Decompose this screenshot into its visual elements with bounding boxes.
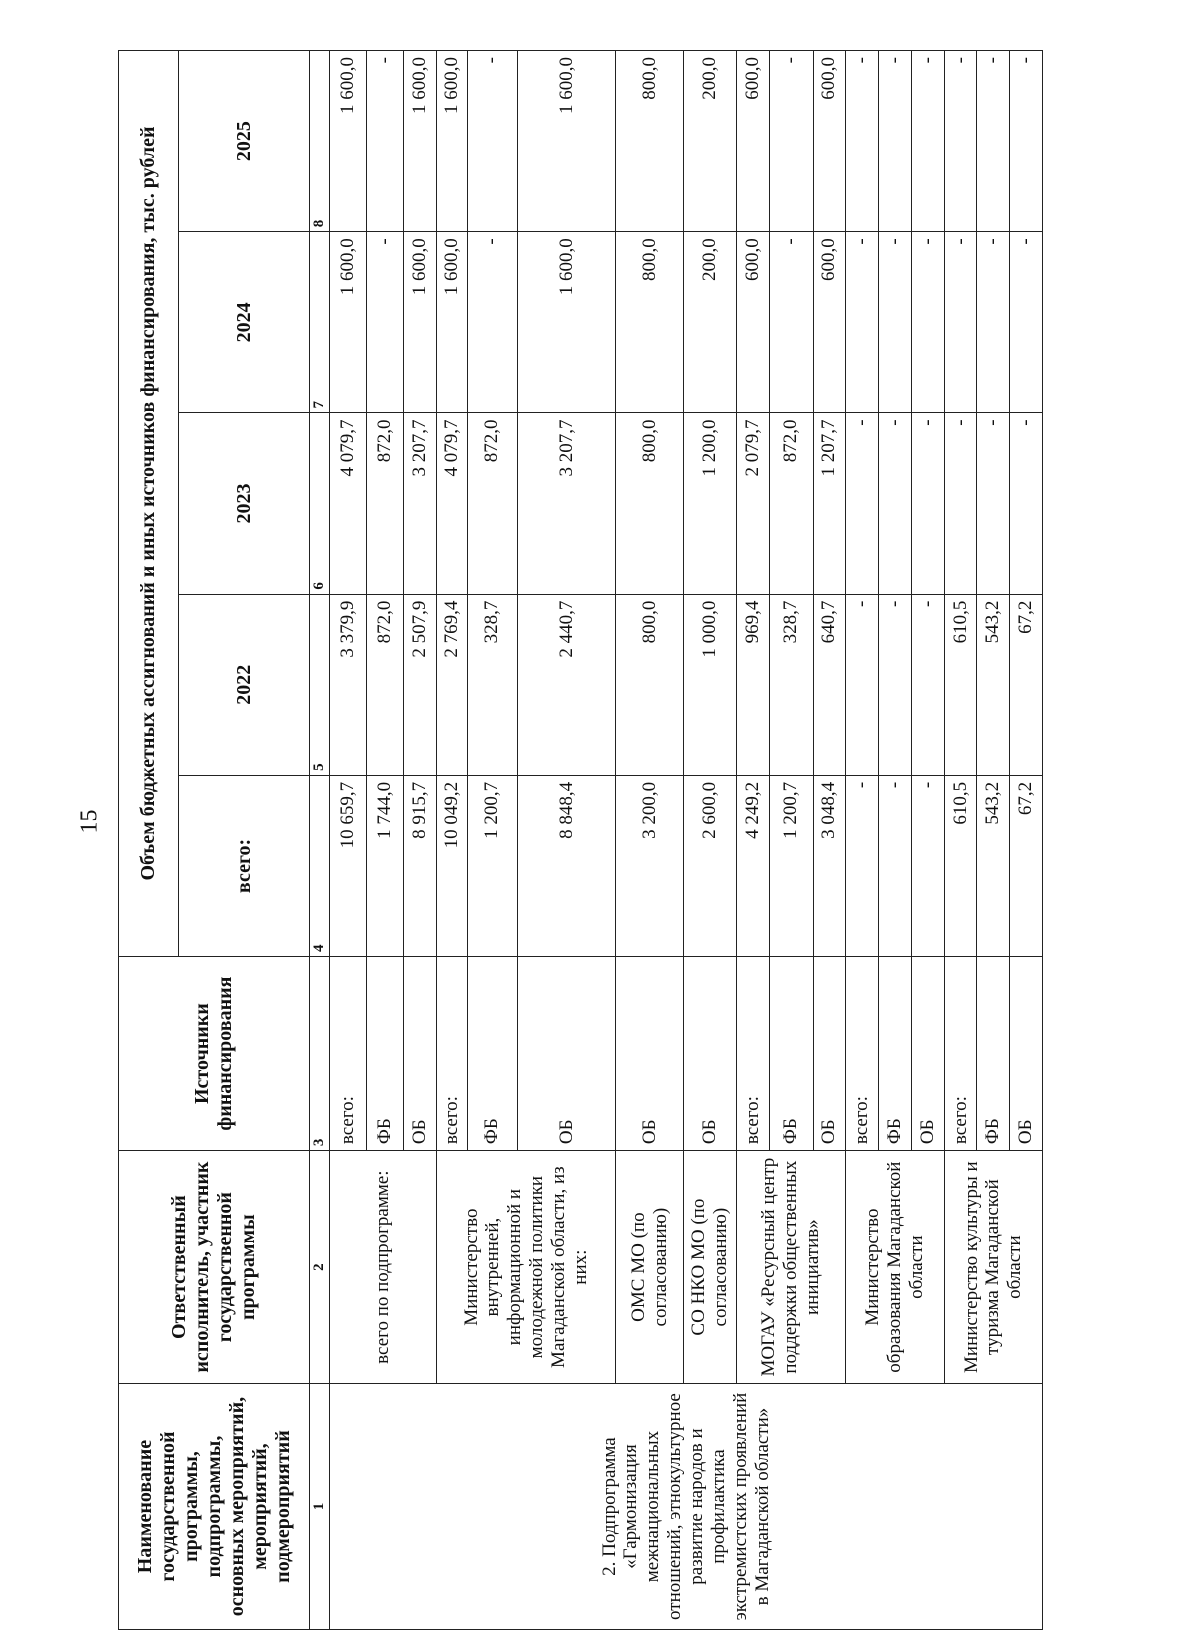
value-cell: 328,7 bbox=[769, 594, 813, 775]
source-cell: всего: bbox=[944, 957, 977, 1151]
value-cell: 67,2 bbox=[1010, 594, 1043, 775]
executor-e4: СО НКО МО (по согласованию) bbox=[683, 1151, 736, 1384]
colnum-7: 7 bbox=[310, 232, 330, 413]
table-row bbox=[330, 51, 367, 1630]
value-cell: - bbox=[879, 51, 912, 232]
value-cell: 3 207,7 bbox=[404, 413, 437, 594]
value-cell: 600,0 bbox=[737, 51, 770, 232]
value-cell: 600,0 bbox=[813, 232, 846, 413]
source-cell: ФБ bbox=[769, 957, 813, 1151]
value-cell: 3 379,9 bbox=[330, 594, 367, 775]
value-cell: 8 915,7 bbox=[404, 775, 437, 956]
colnum-2: 2 bbox=[310, 1151, 330, 1384]
value-cell: 4 079,7 bbox=[437, 413, 468, 594]
rotated-table-container bbox=[118, 50, 1043, 1630]
value-cell: 640,7 bbox=[813, 594, 846, 775]
source-cell: ОБ bbox=[1010, 957, 1043, 1151]
value-cell: 610,5 bbox=[944, 775, 977, 956]
source-cell: ОБ bbox=[404, 957, 437, 1151]
value-cell: - bbox=[911, 413, 944, 594]
value-cell: - bbox=[879, 594, 912, 775]
value-cell: - bbox=[769, 232, 813, 413]
colnum-5: 5 bbox=[310, 594, 330, 775]
header-funding-group: Объем бюджетных ассигнований и иных источников финансирования, тыс. рублей bbox=[119, 51, 179, 957]
page-number: 15 bbox=[76, 809, 103, 834]
value-cell: 10 659,7 bbox=[330, 775, 367, 956]
source-cell: всего: bbox=[330, 957, 367, 1151]
value-cell: - bbox=[911, 51, 944, 232]
source-cell: ФБ bbox=[879, 957, 912, 1151]
value-cell: 1 600,0 bbox=[437, 51, 468, 232]
value-cell: 872,0 bbox=[367, 594, 404, 775]
value-cell: 800,0 bbox=[616, 232, 684, 413]
source-cell: ОБ bbox=[911, 957, 944, 1151]
source-cell: всего: bbox=[437, 957, 468, 1151]
value-cell: - bbox=[467, 232, 517, 413]
source-cell: ФБ bbox=[977, 957, 1010, 1151]
header-2023: 2023 bbox=[179, 413, 310, 594]
value-cell: - bbox=[879, 232, 912, 413]
value-cell: - bbox=[1010, 413, 1043, 594]
value-cell: - bbox=[944, 413, 977, 594]
header-2025: 2025 bbox=[179, 51, 310, 232]
value-cell: 872,0 bbox=[467, 413, 517, 594]
value-cell: 200,0 bbox=[683, 232, 736, 413]
value-cell: 1 600,0 bbox=[437, 232, 468, 413]
value-cell: - bbox=[977, 413, 1010, 594]
value-cell: 2 507,9 bbox=[404, 594, 437, 775]
value-cell: 610,5 bbox=[944, 594, 977, 775]
source-cell: ОБ bbox=[683, 957, 736, 1151]
header-total: всего: bbox=[179, 775, 310, 956]
value-cell: 1 600,0 bbox=[404, 51, 437, 232]
executor-e3: ОМС МО (по согласованию) bbox=[616, 1151, 684, 1384]
value-cell: 1 000,0 bbox=[683, 594, 736, 775]
colnum-8: 8 bbox=[310, 51, 330, 232]
header-sources: Источники финансирования bbox=[119, 957, 310, 1151]
source-cell: ОБ bbox=[517, 957, 615, 1151]
value-cell: - bbox=[977, 51, 1010, 232]
value-cell: 67,2 bbox=[1010, 775, 1043, 956]
value-cell: - bbox=[911, 594, 944, 775]
executor-e6: Министерство образования Магаданской области bbox=[846, 1151, 944, 1384]
source-cell: ФБ bbox=[467, 957, 517, 1151]
header-row-1 bbox=[119, 51, 179, 1630]
header-2022: 2022 bbox=[179, 594, 310, 775]
value-cell: 1 600,0 bbox=[404, 232, 437, 413]
value-cell: - bbox=[467, 51, 517, 232]
value-cell: 600,0 bbox=[737, 232, 770, 413]
source-cell: всего: bbox=[737, 957, 770, 1151]
value-cell: 2 079,7 bbox=[737, 413, 770, 594]
value-cell: - bbox=[846, 413, 879, 594]
value-cell: - bbox=[944, 51, 977, 232]
column-number-row bbox=[310, 51, 330, 1630]
colnum-3: 3 bbox=[310, 957, 330, 1151]
value-cell: 4 249,2 bbox=[737, 775, 770, 956]
value-cell: - bbox=[846, 232, 879, 413]
value-cell: 2 769,4 bbox=[437, 594, 468, 775]
value-cell: - bbox=[977, 232, 1010, 413]
value-cell: 872,0 bbox=[769, 413, 813, 594]
colnum-1: 1 bbox=[310, 1384, 330, 1630]
executor-e7: Министерство культуры и туризма Магаданской области bbox=[944, 1151, 1042, 1384]
value-cell: - bbox=[1010, 51, 1043, 232]
value-cell: 600,0 bbox=[813, 51, 846, 232]
value-cell: 1 200,0 bbox=[683, 413, 736, 594]
value-cell: - bbox=[911, 775, 944, 956]
value-cell: 800,0 bbox=[616, 51, 684, 232]
value-cell: - bbox=[879, 775, 912, 956]
value-cell: 2 600,0 bbox=[683, 775, 736, 956]
source-cell: ФБ bbox=[367, 957, 404, 1151]
value-cell: - bbox=[846, 594, 879, 775]
value-cell: 543,2 bbox=[977, 594, 1010, 775]
value-cell: 1 600,0 bbox=[517, 232, 615, 413]
colnum-4: 4 bbox=[310, 775, 330, 956]
value-cell: 969,4 bbox=[737, 594, 770, 775]
value-cell: 1 600,0 bbox=[517, 51, 615, 232]
value-cell: - bbox=[846, 775, 879, 956]
source-cell: ОБ bbox=[616, 957, 684, 1151]
value-cell: 800,0 bbox=[616, 594, 684, 775]
colnum-6: 6 bbox=[310, 413, 330, 594]
header-2024: 2024 bbox=[179, 232, 310, 413]
value-cell: - bbox=[846, 51, 879, 232]
header-name: Наименование государственной программы, подпрограммы, основных мероприятий, мероприятий, подмероприятий bbox=[119, 1384, 310, 1630]
value-cell: 200,0 bbox=[683, 51, 736, 232]
value-cell: 1 207,7 bbox=[813, 413, 846, 594]
value-cell: 3 048,4 bbox=[813, 775, 846, 956]
value-cell: - bbox=[911, 232, 944, 413]
source-cell: ОБ bbox=[813, 957, 846, 1151]
executor-e2: Министерство внутренней, информационной и молодежной политики Магаданской области, из них: bbox=[437, 1151, 616, 1384]
value-cell: - bbox=[944, 232, 977, 413]
value-cell: - bbox=[367, 51, 404, 232]
value-cell: 3 207,7 bbox=[517, 413, 615, 594]
financing-table bbox=[118, 50, 1043, 1630]
value-cell: - bbox=[879, 413, 912, 594]
executor-e5: МОГАУ «Ресурсный центр поддержки общественных инициатив» bbox=[737, 1151, 846, 1384]
source-cell: всего: bbox=[846, 957, 879, 1151]
value-cell: 10 049,2 bbox=[437, 775, 468, 956]
value-cell: 2 440,7 bbox=[517, 594, 615, 775]
value-cell: 8 848,4 bbox=[517, 775, 615, 956]
value-cell: 328,7 bbox=[467, 594, 517, 775]
value-cell: 543,2 bbox=[977, 775, 1010, 956]
value-cell: 800,0 bbox=[616, 413, 684, 594]
value-cell: - bbox=[1010, 232, 1043, 413]
subprogram-name: 2. Подпрограмма «Гармонизация межнациональных отношений, этнокультурное развитие народов и профилактика экстремистских проявлений в Магаданской области» bbox=[330, 1384, 1043, 1630]
value-cell: 1 200,7 bbox=[769, 775, 813, 956]
value-cell: - bbox=[769, 51, 813, 232]
value-cell: 872,0 bbox=[367, 413, 404, 594]
header-executor: Ответственный исполнитель, участник государственной программы bbox=[119, 1151, 310, 1384]
value-cell: 1 600,0 bbox=[330, 51, 367, 232]
value-cell: 3 200,0 bbox=[616, 775, 684, 956]
value-cell: 1 744,0 bbox=[367, 775, 404, 956]
value-cell: 4 079,7 bbox=[330, 413, 367, 594]
value-cell: 1 600,0 bbox=[330, 232, 367, 413]
value-cell: 1 200,7 bbox=[467, 775, 517, 956]
executor-e1: всего по подпрограмме: bbox=[330, 1151, 437, 1384]
value-cell: - bbox=[367, 232, 404, 413]
